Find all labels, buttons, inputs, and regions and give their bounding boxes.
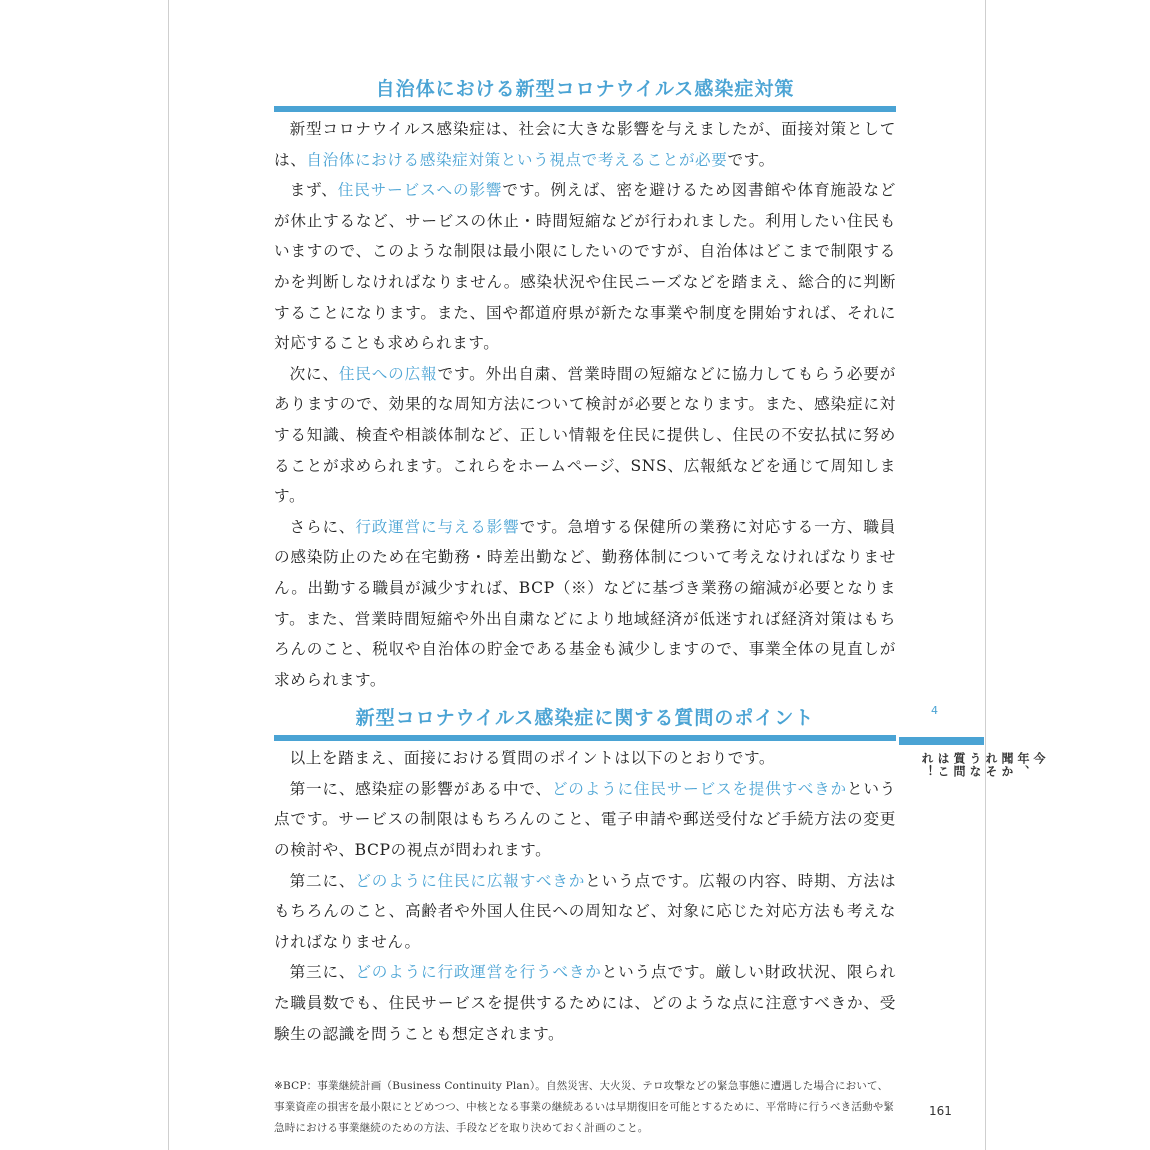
paragraph-text: です。 — [727, 150, 775, 169]
section1-body — [274, 114, 896, 695]
paragraph-text: です。例えば、密を避けるため図書館や体育施設などが休止するなど、サービスの休止・時間短縮などが行われました。利用したい住民もいますので、このような制限は最小限にしたいのですが、自治体はどこまで制限するかを判断しなければなりません。感染状況や住民ニーズなどを踏まえ、総合的に判断することになります。また、国や都道府県が新たな事業や制度を開始すれば、それに対応することも求められます。 — [274, 181, 896, 353]
paragraph-text: という点です。厳しい財政状況、限られた職員数でも、住民サービスを提供するためには、どのような点に注意すべきか、受験生の認識を問うことも想定されます。 — [274, 963, 896, 1043]
body-paragraph — [274, 866, 896, 958]
body-paragraph — [274, 743, 896, 774]
page-number: 161 — [929, 1104, 952, 1118]
paragraph-text: まず、 — [289, 181, 338, 200]
paragraph-text: 第三に、 — [289, 963, 356, 982]
highlighted-phrase: 住民サービスへの影響 — [337, 181, 503, 200]
body-paragraph — [274, 175, 896, 359]
body-paragraph — [274, 774, 896, 866]
section1-heading-bar — [274, 106, 896, 112]
paragraph-text: 新型コロナウイルス感染症は、社会に大きな影響を与えましたが、面接対策としては、 — [274, 120, 896, 169]
section2-heading-text: 新型コロナウイルス感染症に関する質問のポイント — [355, 707, 815, 730]
paragraph-text: です。急増する保健所の業務に対応する一方、職員の感染防止のため在宅勤務・時差出勤など、勤務体制について考えなければなりません。出勤する職員が減少すれば、BCP（※）などに基づき業務の縮減が必要となります。また、営業時間短縮や外出自粛などにより地域経済が低迷すれば経済対策はもちろんのこと、税収や自治体の貯金である基金も減少しますので、事業全体の見直しが求められます。 — [274, 517, 896, 689]
section1-heading — [274, 74, 896, 114]
page-content — [274, 74, 896, 1049]
highlighted-phrase: 行政運営に与える影響 — [355, 517, 520, 536]
highlighted-phrase: どのように住民に広報すべきか — [355, 871, 586, 890]
paragraph-text: さらに、 — [289, 517, 356, 536]
highlighted-phrase: 住民への広報 — [338, 364, 438, 383]
paragraph-text: という点です。広報の内容、時期、方法はもちろんのこと、高齢者や外国人住民への周知など、対象に応じた対応方法も考えなければなりません。 — [274, 871, 897, 951]
highlighted-phrase: どのように行政運営を行うべきか — [355, 963, 602, 982]
chapter-title: 今年、聞かれそうな質問はこれ！ — [920, 752, 1046, 778]
body-paragraph — [274, 114, 896, 175]
body-paragraph — [274, 957, 896, 1049]
body-paragraph — [274, 359, 896, 512]
paragraph-text: 以上を踏まえ、面接における質問のポイントは以下のとおりです。 — [289, 749, 776, 768]
paragraph-text: です。外出自粛、営業時間の短縮などに協力してもらう必要がありますので、効果的な周知方法について検討が必要となります。また、感染症に対する知識、検査や相談体制など、正しい情報を住民に提供し、住民の不安払拭に努めることが求められます。これらをホームページ、SNS、広報紙などを通じて周知します。 — [274, 364, 896, 506]
section2-body — [274, 743, 896, 1049]
paragraph-text: 第二に、 — [289, 871, 356, 890]
book-page — [168, 0, 1046, 1150]
section2-heading-bar — [274, 735, 896, 741]
footnote: ※BCP：事業継続計画（Business Continuity Plan）。自然災害、大火災、テロ攻撃などの緊急事態に遭遇した場合において、事業資産の損害を最小限にとどめつつ、中核となる事業の継続あるいは早期復旧を可能とするために、平常時に行うべき活動や緊急時における事業継続のための方法、手段などを取り決めておく計画のこと。 — [274, 1080, 895, 1134]
paragraph-text: 第一に、感染症の影響がある中で、 — [289, 779, 552, 798]
highlighted-phrase: どのように住民サービスを提供すべきか — [551, 779, 847, 798]
paragraph-text: 次に、 — [289, 364, 339, 383]
paragraph-text: という点です。サービスの制限はもちろんのこと、電子申請や郵送受付など手続方法の変更の検討や、BCPの視点が問われます。 — [274, 779, 896, 860]
section2-heading — [274, 703, 896, 743]
highlighted-phrase: 自治体における感染症対策という視点で考えることが必要 — [306, 150, 728, 169]
chapter-number: 4 — [931, 704, 938, 717]
section1-heading-text: 自治体における新型コロナウイルス感染症対策 — [375, 78, 795, 100]
chapter-tab-bar — [899, 737, 984, 745]
body-paragraph — [274, 512, 896, 696]
